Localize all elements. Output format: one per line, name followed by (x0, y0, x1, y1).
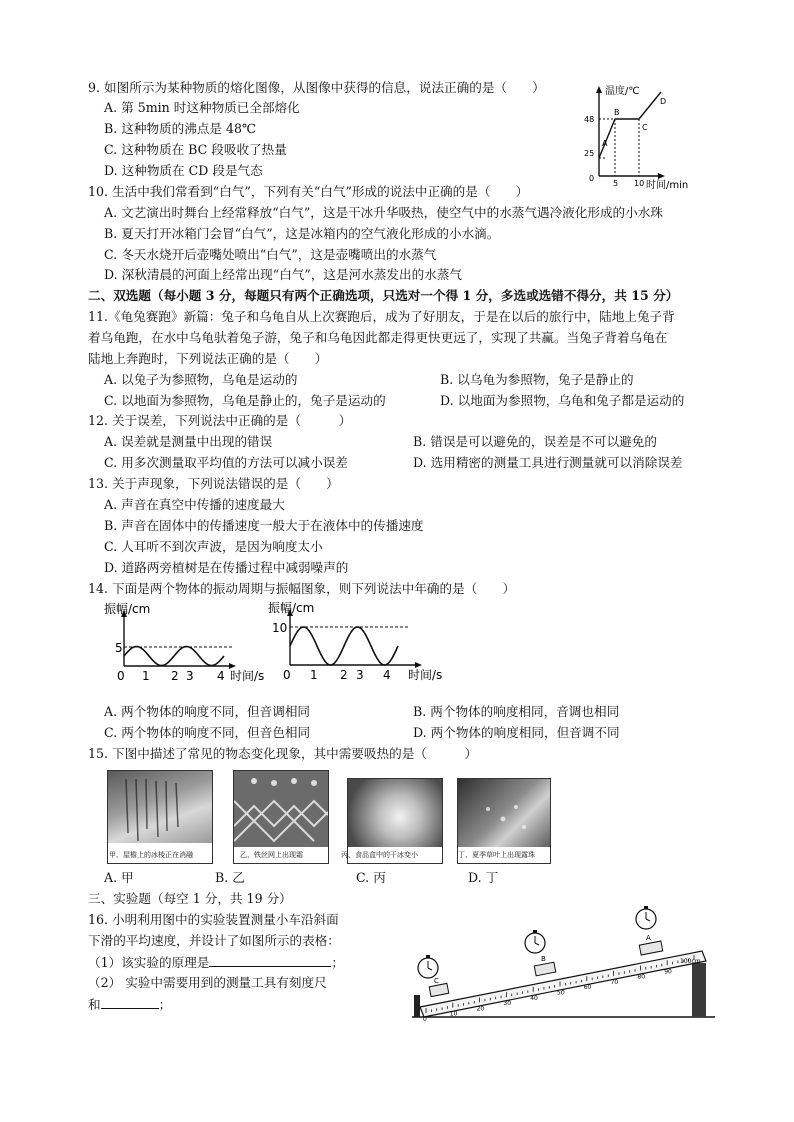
q9-stem: 9. 如图所示为某种物质的熔化图像，从图像中获得的信息，说法正确的是（ ） (88, 80, 545, 95)
ruler-label: 90 (664, 968, 672, 976)
q15-caption-c: 丙、食品盒中的干冰变小 (341, 851, 418, 859)
q9-tick-0: 0 (589, 174, 595, 183)
q12-stem: 12. 关于误差，下列说法中正确的是（ ） (88, 413, 352, 428)
q9-option-d: D. 这种物质在 CD 段是气态 (104, 163, 263, 178)
q15-caption-b: 乙、铁丝网上出现霜 (240, 851, 303, 859)
q14-option-d: D. 两个物体的响度相同，但音调不同 (413, 725, 620, 740)
section-2-heading: 二、双选题（每小题 3 分，每题只有两个正确选项，只选对一个得 1 分，多选或选错不得分，共 15 分） (88, 288, 679, 303)
q14-g2-ylabel: 振幅/cm (268, 601, 315, 615)
q14-g2-tick-1: 1 (310, 668, 318, 682)
q14-wave-2 (290, 627, 398, 665)
q11-option-a: A. 以兔子为参照物，乌龟是运动的 (104, 372, 298, 387)
ruler-label: 0 (423, 1016, 427, 1023)
q13-stem: 13. 关于声现象，下列说法错误的是（ ） (88, 476, 339, 491)
q14-option-b: B. 两个物体的响度相同，音调也相同 (413, 704, 620, 719)
q11-option-d: D. 以地面为参照物，乌龟和兔子都是运动的 (440, 393, 685, 408)
q14-g2-tick-2: 2 (340, 668, 348, 682)
q14-g1-tick-3: 3 (186, 669, 194, 683)
q9-tick-25: 25 (584, 149, 595, 158)
q16-sub-1-text: （1）该实验的原理是 (88, 955, 210, 970)
q12-option-b: B. 错误是可以避免的，误差是不可以避免的 (413, 434, 657, 449)
stopwatch-icon-a (636, 906, 656, 929)
q9-point-a: A (602, 139, 608, 148)
q14-g1-tick-1: 1 (142, 669, 150, 683)
ruler-label: 80 (637, 973, 646, 981)
q11-option-c: C. 以地面为参照物，乌龟是静止的，兔子是运动的 (104, 393, 386, 408)
q16-answer-blank-2[interactable] (101, 995, 159, 1009)
q16-stem-line-1: 16. 小明利用图中的实验装置测量小车沿斜面 (88, 912, 339, 927)
q15-caption-a: 甲、屋檐上的冰棱正在消融 (109, 851, 193, 859)
ruler-label: 70 (610, 978, 619, 986)
q11-stem-line-1: 11.《龟兔赛跑》新篇：兔子和乌龟自从上次赛跑后，成为了好朋友，于是在以后的旅行中，陆地上兔子背 (88, 309, 675, 324)
q16-cart-b (534, 962, 556, 976)
q12-option-d: D. 选用精密的测量工具进行测量就可以消除误差 (413, 455, 683, 470)
q9-option-c: C. 这种物质在 BC 段吸收了热量 (104, 142, 287, 157)
ruler-label: 40 (530, 994, 538, 1002)
q9-option-b: B. 这种物质的沸点是 48℃ (104, 121, 257, 136)
q14-g1-tick-0: 0 (117, 669, 125, 683)
stopwatch-icon-b (525, 930, 545, 953)
q15-caption-d: 丁、夏季草叶上出现露珠 (458, 851, 535, 859)
q16-ruler-unit: 100cm (680, 958, 701, 965)
q16-cart-c (429, 983, 449, 996)
q14-option-c: C. 两个物体的响度不同，但音色相同 (104, 725, 311, 740)
q14-graph-2 (268, 597, 448, 686)
q14-graph-1 (104, 600, 269, 686)
q14-g1-amp: 5 (115, 641, 123, 655)
q15-option-c: C. 丙 (356, 870, 386, 885)
q9-point-d: D (660, 97, 667, 106)
q14-g1-tick-4: 4 (217, 669, 225, 683)
q16-sub-2-and: 和 (88, 997, 101, 1012)
q16-incline-figure (410, 905, 720, 1030)
q16-sub-2-end: ； (158, 997, 172, 1012)
q14-wave-1 (124, 647, 224, 666)
q13-option-b: B. 声音在固体中的传播速度一般大于在液体中的传播速度 (104, 518, 424, 533)
q14-g1-tick-2: 2 (171, 669, 179, 683)
q9-melting-graph (583, 84, 718, 194)
q14-g2-xlabel: 时间/s (408, 668, 443, 682)
q9-tick-5: 5 (613, 179, 619, 188)
q14-g2-tick-0: 0 (283, 668, 291, 682)
q16-answer-blank-1[interactable] (209, 953, 331, 967)
q14-stem: 14. 下面是两个物体的振动周期与振幅图象，则下列说法中年确的是（ ） (88, 581, 516, 596)
q16-stem-line-2: 下滑的平均速度，并设计了如图所示的表格： (88, 933, 340, 948)
q13-option-a: A. 声音在真空中传播的速度最大 (104, 497, 285, 512)
q15-stem: 15. 下图中描述了常见的物态变化现象，其中需要吸热的是（ ） (88, 746, 478, 761)
q16-sub-2-line-2 (88, 995, 171, 1013)
q16-sub-1-end: ； (331, 955, 344, 970)
q11-option-b: B. 以乌龟为参照物，兔子是静止的 (440, 372, 634, 387)
q16-label-c: C (434, 977, 439, 985)
q9-tick-10: 10 (634, 179, 645, 188)
section-3-heading: 三、实验题（每空 1 分，共 19 分） (88, 891, 292, 906)
q14-g2-amp: 10 (272, 621, 288, 635)
q14-g2-tick-3: 3 (356, 668, 364, 682)
q10-stem: 10. 生活中我们常看到“白气”，下列有关“白气”形成的说法中正确的是（ ） (88, 184, 529, 199)
q16-label-a: A (646, 934, 651, 942)
q16-label-b: B (541, 955, 546, 963)
ruler-label: 50 (557, 989, 565, 997)
q14-g2-tick-4: 4 (383, 668, 391, 682)
q16-sub-1 (88, 953, 344, 971)
q9-graph-ylabel: 温度/℃ (605, 86, 640, 97)
q9-option-a: A. 第 5min 时这种物质已全部熔化 (104, 100, 300, 115)
q13-option-c: C. 人耳听不到次声波，是因为响度太小 (104, 539, 323, 554)
q12-option-c: C. 用多次测量取平均值的方法可以减小误差 (104, 455, 348, 470)
q11-stem-line-2: 着乌龟跑，在水中乌龟驮着兔子游，兔子和乌龟因此都走得更快更远了，实现了共赢。当兔子背着乌龟在 (88, 330, 668, 345)
q10-option-b: B. 夏天打开冰箱门会冒“白气”，这是冰箱内的空气液化形成的小水滴。 (104, 226, 500, 241)
q14-g1-xlabel: 时间/s (230, 669, 265, 683)
ruler-label: 30 (503, 1000, 512, 1008)
q12-option-a: A. 误差就是测量中出现的错误 (104, 434, 273, 449)
q9-tick-48: 48 (584, 115, 595, 124)
q9-point-c: C (642, 123, 648, 132)
q14-option-a: A. 两个物体的响度不同，但音调相同 (104, 704, 311, 719)
q16-sub-2: （2） 实验中需要用到的测量工具有刻度尺 (88, 975, 327, 990)
q15-option-b: B. 乙 (215, 870, 245, 885)
q11-stem-line-3: 陆地上奔跑时，下列说法正确的是（ ） (88, 351, 328, 366)
stopwatch-icon-c (418, 955, 438, 978)
q15-option-d: D. 丁 (468, 870, 499, 885)
q10-option-a: A. 文艺演出时舞台上经常释放“白气”，这是干冰升华吸热，使空气中的水蒸气遇冷液化形成的小水珠 (104, 205, 663, 220)
q14-g1-ylabel: 振幅/cm (104, 602, 151, 616)
ruler-label: 20 (476, 1005, 485, 1013)
q13-option-d: D. 道路两旁植树是在传播过程中减弱噪声的 (104, 560, 349, 575)
q16-cart-a (639, 941, 663, 955)
q10-option-c: C. 冬天水烧开后壶嘴处喷出“白气”，这是壶嘴喷出的水蒸气 (104, 247, 437, 262)
ruler-label: 60 (583, 984, 592, 992)
ruler-label: 10 (449, 1010, 458, 1018)
q9-graph-xlabel: 时间/min (646, 180, 689, 191)
q15-option-a: A. 甲 (104, 870, 134, 885)
q10-option-d: D. 深秋清晨的河面上经常出现“白气”，这是河水蒸发出的水蒸气 (104, 267, 462, 282)
q9-point-b: B (614, 108, 620, 117)
